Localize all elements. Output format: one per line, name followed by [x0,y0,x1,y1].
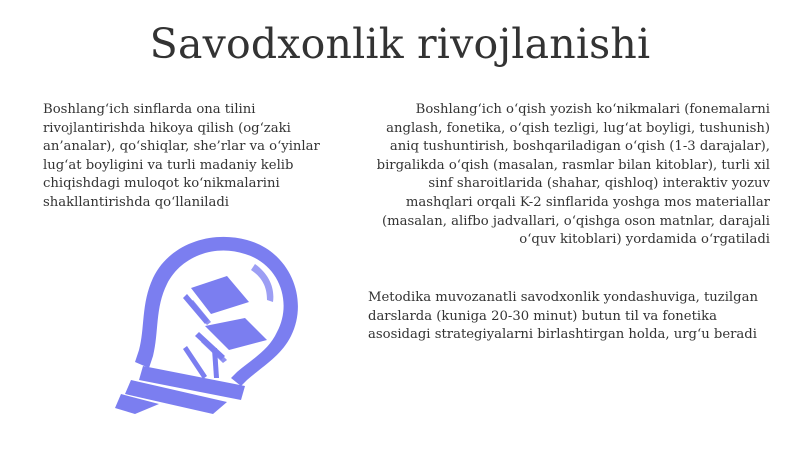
left-text-block: Boshlang‘ich sinflarda ona tilini rivojlantirishda hikoya qilish (og‘zaki an’analar), qo‘shiqlar, she’rlar va o‘yinlar lug‘at boyligini va turli madaniy kelib chiqishdagi muloqot ko‘nikmalarini shakllantirishda qo‘llaniladi [43,102,320,210]
right-text-block-2: Metodika muvozanatli savodxonlik yondashuviga, tuzilgan darslarda (kuniga 20-30 minut) butun til va fonetika asosidagi strategiyalarni birlashtirgan holda, urg‘u beradi [368,290,758,343]
lightbulb-with-book-icon [95,228,313,418]
right-text-block-1: Boshlang‘ich o‘qish yozish ko‘nikmalari (fonemalarni anglash, fonetika, o‘qish tezligi, lug‘at boyligi, tushunish) aniq tushuntirish, boshqariladigan o‘qish (1-3 darajalar), birgalikda o‘qish (masalan, rasmlar bilan kitoblar), turli xil sinf sharoitlarida (shahar, qishloq) interaktiv yozuv mashqlari orqali K-2 sinflarida yoshga mos materiallar (masalan, alifbo jadvallari, o‘qishga oson matnlar, darajali o‘quv kitoblari) yordamida o‘rgatiladi [376,102,770,248]
slide-title: Savodxonlik rivojlanishi [149,20,651,68]
